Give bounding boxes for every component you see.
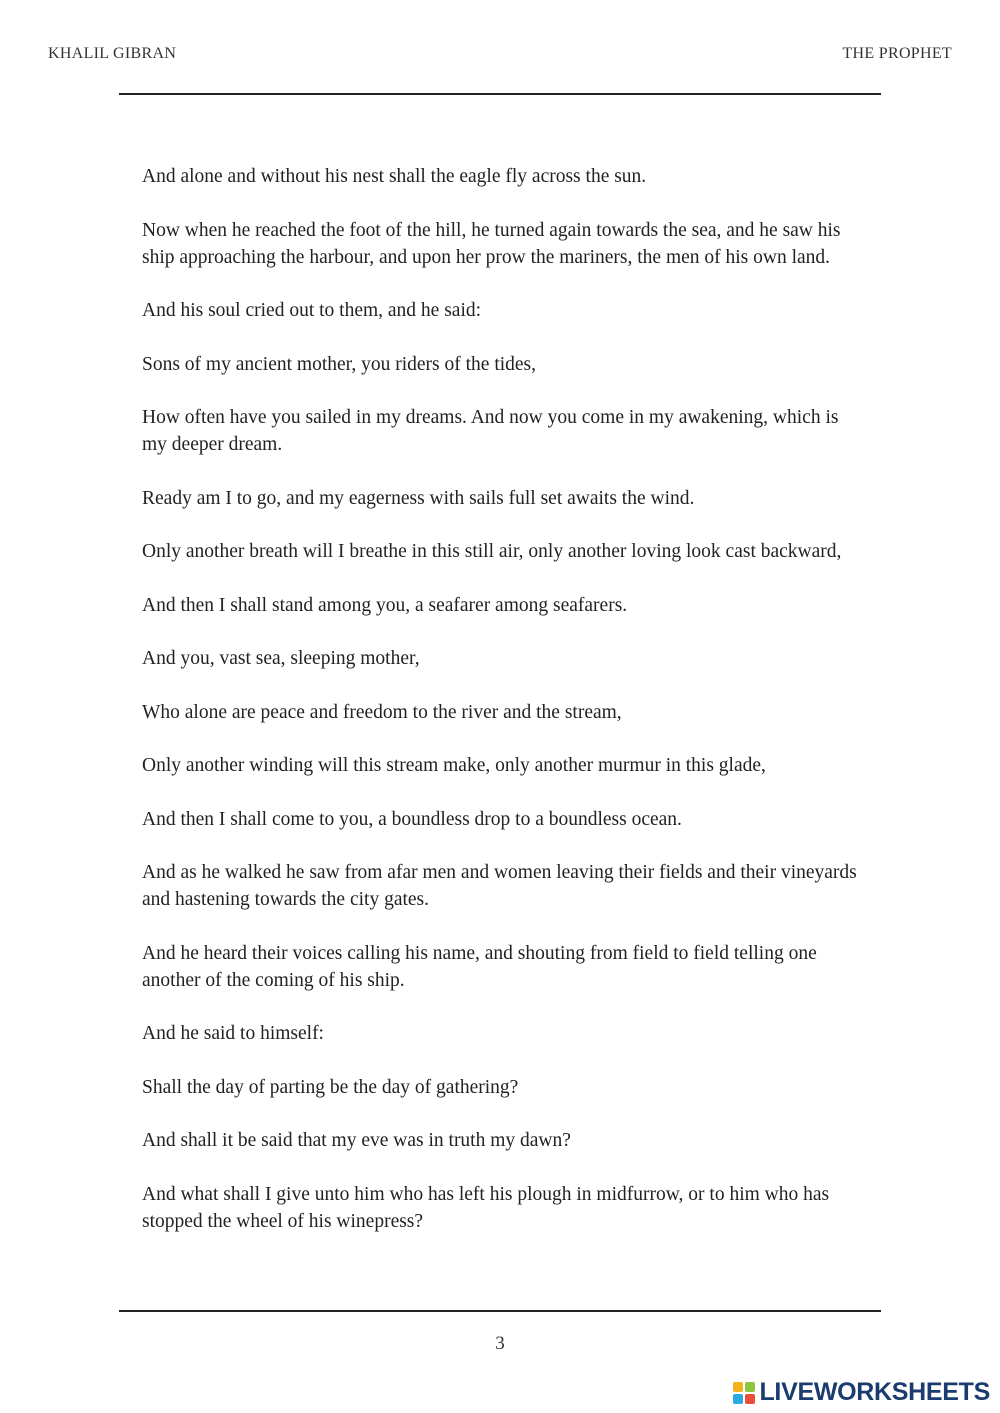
paragraph: And he heard their voices calling his name, and shouting from field to field telling one another of the coming of his ship. bbox=[142, 942, 817, 991]
running-header-author: KHALIL GIBRAN bbox=[48, 45, 177, 62]
paragraph: And then I shall stand among you, a seafarer among seafarers. bbox=[142, 594, 628, 616]
paragraph: And then I shall come to you, a boundless drop to a boundless ocean. bbox=[142, 808, 682, 830]
paragraph: How often have you sailed in my dreams. And now you come in my awakening, which is my deeper dream. bbox=[142, 407, 839, 455]
paragraph: And as he walked he saw from afar men and women leaving their fields and their vineyards and hastening towards the city gates. bbox=[142, 862, 857, 910]
paragraph: And his soul cried out to them, and he said: bbox=[142, 300, 482, 321]
liveworksheets-watermark[interactable] bbox=[733, 1378, 990, 1407]
logo-tile bbox=[745, 1394, 755, 1404]
logo-tile bbox=[745, 1382, 755, 1392]
paragraph: And what shall I give unto him who has left his plough in midfurrow, or to him who has stopped the wheel of his winepress? bbox=[142, 1183, 830, 1232]
paragraph: Now when he reached the foot of the hill, he turned again towards the sea, and he saw his ship approaching the harbour, and upon her prow the mariners, the men of his own land. bbox=[142, 219, 841, 268]
page-body bbox=[142, 163, 858, 1261]
footer-divider bbox=[119, 1310, 881, 1312]
liveworksheets-logo-icon bbox=[733, 1382, 755, 1404]
paragraph: And alone and without his nest shall the eagle fly across the sun. bbox=[142, 166, 647, 187]
liveworksheets-brand-text: LIVEWORKSHEETS bbox=[759, 1378, 990, 1406]
paragraph: And shall it be said that my eve was in truth my dawn? bbox=[142, 1130, 571, 1151]
paragraph: Shall the day of parting be the day of gathering? bbox=[142, 1076, 519, 1098]
header-divider bbox=[119, 93, 881, 95]
paragraph: Who alone are peace and freedom to the river and the stream, bbox=[142, 701, 622, 723]
paragraph: And he said to himself: bbox=[142, 1023, 324, 1044]
paragraph: Ready am I to go, and my eagerness with sails full set awaits the wind. bbox=[142, 487, 695, 509]
logo-tile bbox=[733, 1382, 743, 1392]
paragraph: Only another winding will this stream make, only another murmur in this glade, bbox=[142, 755, 766, 776]
paragraph: And you, vast sea, sleeping mother, bbox=[142, 648, 420, 669]
running-header-title: THE PROPHET bbox=[842, 45, 952, 62]
paragraph: Only another breath will I breathe in this still air, only another loving look cast backward, bbox=[142, 541, 842, 562]
page-number: 3 bbox=[495, 1333, 505, 1354]
paragraph: Sons of my ancient mother, you riders of the tides, bbox=[142, 353, 537, 375]
logo-tile bbox=[733, 1394, 743, 1404]
